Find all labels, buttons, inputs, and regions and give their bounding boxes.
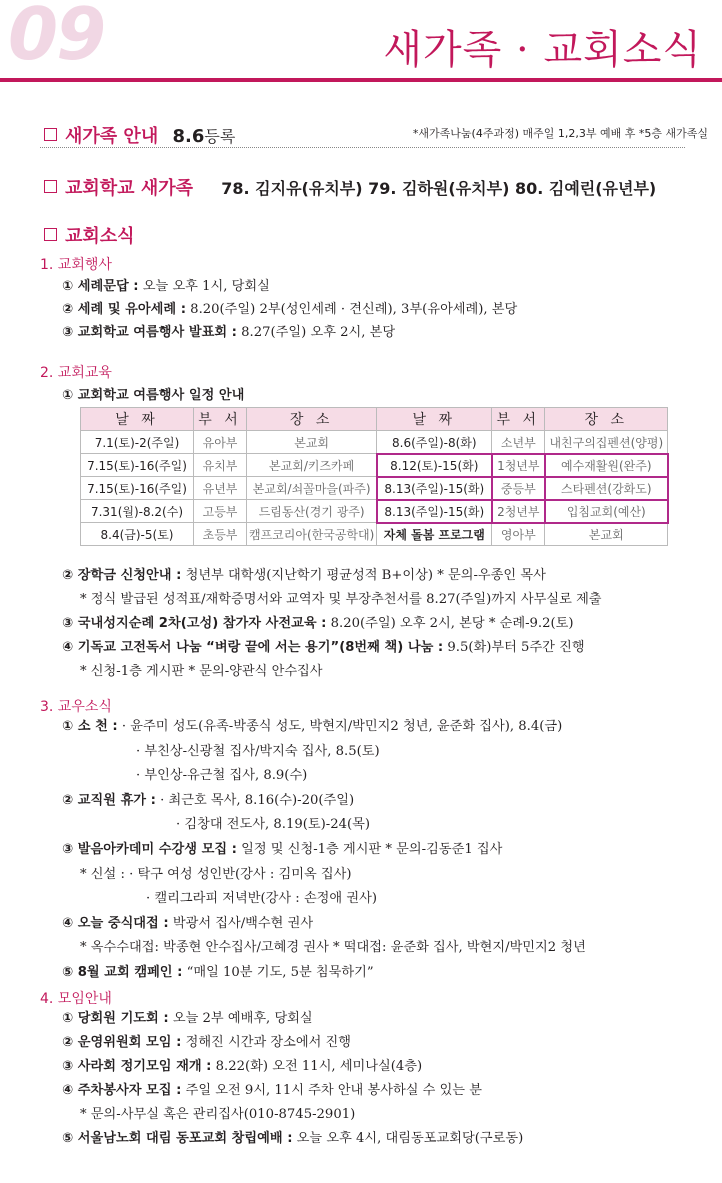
table-cell: 8.6(주일)-8(화)	[377, 431, 492, 454]
item-heading: ② 세례 및 유아세례 :	[62, 302, 186, 317]
schedule-table	[80, 407, 668, 546]
table-cell: 1청년부	[492, 454, 545, 477]
news-item	[80, 588, 602, 607]
table-cell: 소년부	[492, 431, 545, 454]
news-item	[176, 813, 370, 832]
register-suffix: 등록	[204, 127, 236, 146]
item-text: * 정식 발급된 성적표/재학증명서와 교역자 및 부장추천서를 8.27(주일)까지 사무실로 제출	[80, 592, 602, 607]
item-text: 8.20(주일) 2부(성인세례 · 견신례), 3부(유아세례), 본당	[185, 302, 518, 317]
news-item	[62, 298, 517, 317]
item-heading: ③ 국내성지순례 2차(고성) 참가자 사전교육 :	[62, 616, 327, 631]
news-item	[136, 740, 380, 759]
news-item	[80, 936, 586, 955]
news-item	[62, 636, 585, 655]
table-header: 부 서	[194, 408, 247, 431]
schedule-intro: ① 교회학교 여름행사 일정 안내	[62, 388, 245, 403]
item-heading: ④ 오늘 중식대접 :	[62, 915, 169, 931]
item-text: 주일 오전 9시, 11시 주차 안내 봉사하실 수 있는 분	[181, 1083, 482, 1098]
table-cell: 본교회	[545, 523, 668, 546]
item-text: · 부인상-유근철 집사, 8.9(수)	[136, 768, 308, 784]
item-text: · 김창대 전도사, 8.19(토)-24(목)	[176, 817, 371, 833]
newcomer-note: *새가족나눔(4주과정) 매주일 1,2,3부 예배 후 *5층 새가족실	[412, 127, 708, 140]
item-text: 청년부 대학생(지난학기 평균성적 B+이상) * 문의-우종인 목사	[181, 568, 546, 583]
table-cell: 드림동산(경기 광주)	[247, 500, 377, 523]
section-newcomers	[44, 122, 235, 148]
news-item	[62, 912, 313, 931]
item-text: 8.27(주일) 오후 2시, 본당	[236, 325, 396, 340]
table-cell: 유치부	[194, 454, 247, 477]
section-label: 새가족 안내	[65, 126, 159, 147]
news-item	[62, 1055, 422, 1074]
item-text: 일정 및 신청-1층 게시판 * 문의-김동준1 집사	[236, 842, 503, 857]
register-date: 8.6	[172, 126, 205, 147]
news-item	[80, 660, 323, 679]
item-heading: ⑤ 서울남노회 대림 동포교회 창립예배 :	[62, 1131, 293, 1146]
item-heading: ③ 사라회 정기모임 재개 :	[62, 1059, 212, 1074]
item-heading: ① 세례문답 :	[62, 279, 139, 294]
news-item	[62, 1007, 313, 1026]
news-item	[62, 1127, 523, 1146]
item-heading: ③ 발음아카데미 수강생 모집 :	[62, 842, 237, 857]
news-item	[62, 275, 270, 294]
subsection-title: 3. 교우소식	[40, 699, 112, 715]
news-item	[62, 715, 562, 734]
table-cell: 2청년부	[492, 500, 545, 523]
table-cell: 내친구의집펜션(양평)	[545, 431, 668, 454]
item-heading: ② 장학금 신청안내 :	[62, 568, 182, 583]
news-item	[62, 961, 374, 980]
table-cell: 영아부	[492, 523, 545, 546]
news-item	[62, 1079, 482, 1098]
news-item	[80, 1103, 355, 1122]
item-text: 박광서 집사/백수현 권사	[168, 915, 314, 931]
news-item	[62, 838, 502, 857]
page-title: 새가족 · 교회소식	[383, 27, 702, 73]
item-heading: ③ 교회학교 여름행사 발표회 :	[62, 325, 237, 340]
news-item	[62, 564, 546, 583]
item-text: 오늘 2부 예배후, 당회실	[168, 1011, 313, 1026]
page-number: 09	[8, 0, 105, 76]
table-cell: 8.12(토)-15(화)	[377, 454, 492, 477]
table-cell: 8.4(금)-5(토)	[81, 523, 194, 546]
table-cell: 자체 돌봄 프로그램	[377, 523, 492, 546]
item-text: 8.20(주일) 오후 2시, 본당 * 순례-9.2(토)	[326, 616, 574, 631]
table-cell: 캠프코리아(한국공학대)	[247, 523, 377, 546]
table-cell: 스타펜션(강화도)	[545, 477, 668, 500]
item-text: 정해진 시간과 장소에서 진행	[181, 1035, 352, 1050]
table-cell: 고등부	[194, 500, 247, 523]
item-text: * 문의-사무실 혹은 관리집사(010-8745-2901)	[80, 1107, 356, 1122]
table-header: 날 짜	[81, 408, 194, 431]
news-item	[80, 863, 352, 882]
table-header: 부 서	[492, 408, 545, 431]
subsection-title: 4. 모임안내	[40, 991, 112, 1007]
item-heading: ② 운영위원회 모임 :	[62, 1035, 182, 1050]
item-heading: ① 당회원 기도회 :	[62, 1011, 169, 1026]
table-row	[81, 454, 668, 477]
item-text: · 윤주미 성도(유족-박종식 성도, 박현지/박민지2 청년, 윤준화 집사), 8.4(금)	[117, 719, 563, 734]
news-item	[62, 321, 395, 340]
table-cell: 본교회/키즈카페	[247, 454, 377, 477]
table-row	[81, 477, 668, 500]
section-label: 교회소식	[65, 226, 135, 247]
table-cell: 중등부	[492, 477, 545, 500]
item-heading: ⑤ 8월 교회 캠페인 :	[62, 965, 183, 980]
news-item	[136, 764, 307, 783]
item-text: 오늘 오후 4시, 대림동포교회당(구로동)	[292, 1131, 524, 1146]
table-cell: 7.15(토)-16(주일)	[81, 477, 194, 500]
table-row	[81, 500, 668, 523]
table-cell: 본교회	[247, 431, 377, 454]
table-cell: 7.1(토)-2(주일)	[81, 431, 194, 454]
table-row	[81, 523, 668, 546]
item-text: * 신설 : · 탁구 여성 성인반(강사 : 김미옥 집사)	[80, 866, 352, 882]
table-cell: 8.13(주일)-15(화)	[377, 500, 492, 523]
section-church-news	[44, 222, 135, 248]
newcomer-list: 78. 김지유(유치부) 79. 김하원(유치부) 80. 김예린(유년부)	[221, 179, 657, 198]
table-cell: 예수재활원(완주)	[545, 454, 668, 477]
dotted-divider	[40, 147, 685, 148]
table-row	[81, 431, 668, 454]
table-cell: 7.31(월)-8.2(수)	[81, 500, 194, 523]
table-header: 장 소	[247, 408, 377, 431]
table-header: 날 짜	[377, 408, 492, 431]
section-label: 교회학교 새가족	[65, 178, 193, 199]
header-rule	[0, 78, 722, 82]
item-heading: ① 소 천 :	[62, 719, 118, 734]
checkbox-icon	[44, 228, 57, 241]
news-item	[62, 789, 354, 808]
news-item	[62, 1031, 351, 1050]
item-text: 오늘 오후 1시, 당회실	[138, 279, 270, 294]
news-item	[146, 887, 377, 906]
item-text: · 최근호 목사, 8.16(수)-20(주일)	[155, 792, 355, 808]
table-cell: 본교회/쇠꼴마을(파주)	[247, 477, 377, 500]
item-text: * 옥수수대접: 박종현 안수집사/고혜경 권사 * 떡대접: 윤준화 집사, 박현지/박민지2 청년	[80, 940, 586, 956]
item-text: 9.5(화)부터 5주간 진행	[443, 640, 585, 655]
section-school-newcomers	[44, 174, 656, 200]
item-text: · 캘리그라피 저녁반(강사 : 손정애 권사)	[146, 891, 377, 907]
checkbox-icon	[44, 180, 57, 193]
item-heading: ④ 주차봉사자 모집 :	[62, 1083, 182, 1098]
news-item	[62, 612, 574, 631]
table-cell: 8.13(주일)-15(화)	[377, 477, 492, 500]
item-text: * 신청-1층 게시판 * 문의-양관식 안수집사	[80, 664, 323, 679]
item-heading: ② 교직원 휴가 :	[62, 792, 156, 808]
table-cell: 유년부	[194, 477, 247, 500]
checkbox-icon	[44, 128, 57, 141]
item-text: 8.22(화) 오전 11시, 세미나실(4층)	[211, 1059, 423, 1074]
table-cell: 7.15(토)-16(주일)	[81, 454, 194, 477]
subsection-title: 1. 교회행사	[40, 257, 112, 273]
table-cell: 입침교회(예산)	[545, 500, 668, 523]
table-header: 장 소	[545, 408, 668, 431]
subsection-title: 2. 교회교육	[40, 365, 112, 381]
item-text: “매일 10분 기도, 5분 침묵하기”	[182, 965, 374, 980]
item-heading: ④ 기독교 고전독서 나눔 “벼랑 끝에 서는 용기”(8번째 책) 나눔 :	[62, 640, 444, 655]
table-cell: 유아부	[194, 431, 247, 454]
item-text: · 부친상-신광철 집사/박지숙 집사, 8.5(토)	[136, 743, 380, 759]
table-cell: 초등부	[194, 523, 247, 546]
